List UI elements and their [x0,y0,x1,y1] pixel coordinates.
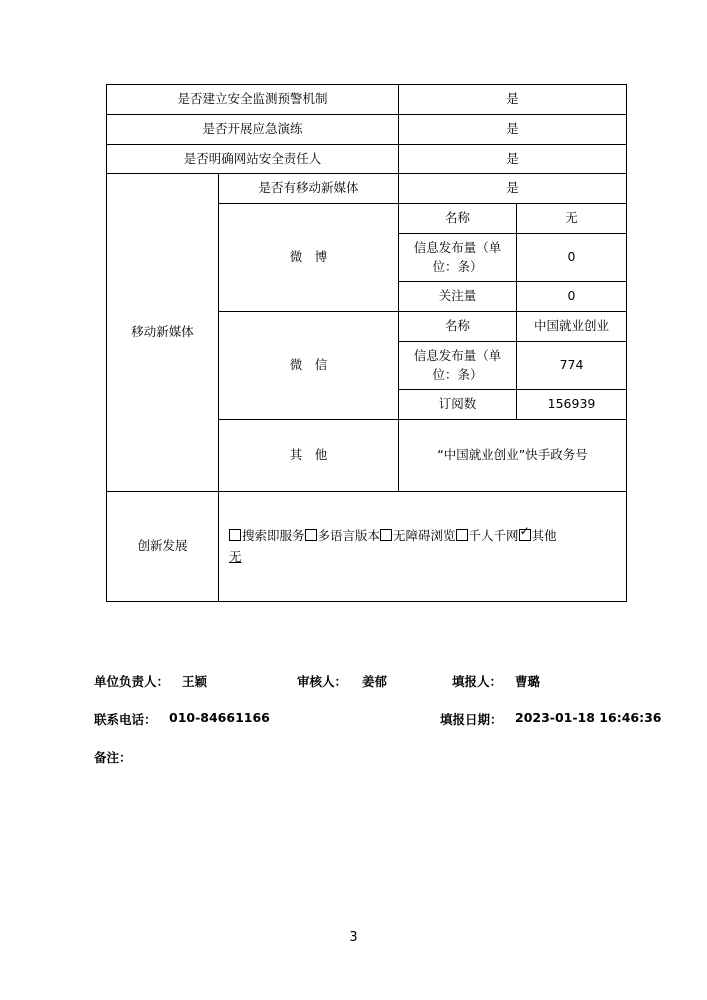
innovation-option-label: 多语言版本 [317,527,381,543]
weixin-name-label: 名称 [399,312,517,342]
reviewer-value: 姜郁 [362,674,388,689]
weibo-followers-label: 关注量 [399,282,517,312]
table-row [107,114,627,144]
innovation-option-2[interactable] [380,528,456,543]
date-value: 2023-01-18 16:46:36 [515,710,662,725]
innovation-option-label: 搜索即服务 [242,527,305,543]
report-table [106,84,627,602]
innovation-label: 创新发展 [107,492,219,602]
checkbox-icon[interactable] [305,529,317,541]
innovation-option-4[interactable] [519,528,557,543]
innovation-option-3[interactable] [456,528,519,543]
other-media-value: “中国就业创业”快手政务号 [399,420,627,492]
page-number: 3 [349,930,358,945]
has-mobile-media-label: 是否有移动新媒体 [219,174,399,204]
security-owner-value: 是 [399,144,627,174]
safety-monitor-label: 是否建立安全监测预警机制 [107,85,399,115]
footer-row-2 [0,710,707,748]
weixin-label: 微 信 [219,312,399,420]
weibo-posts-label: 信息发布量（单位：条） [399,233,517,282]
table-row [107,85,627,115]
filler-value: 曹璐 [515,674,541,689]
weibo-name-label: 名称 [399,204,517,234]
table-row [107,144,627,174]
innovation-other-text: 无 [229,548,242,564]
weibo-posts-value: 0 [517,233,627,282]
checkbox-checked-icon[interactable] [519,529,531,541]
weibo-label: 微 博 [219,204,399,312]
filler-label: 填报人： [452,674,503,689]
innovation-option-0[interactable] [229,528,305,543]
reviewer-label: 审核人： [297,674,348,689]
innovation-options-cell [219,492,627,602]
weixin-posts-label: 信息发布量（单位：条） [399,341,517,390]
has-mobile-media-value: 是 [399,174,627,204]
table-row [107,174,627,204]
phone-label: 联系电话： [94,712,157,727]
weibo-name-value: 无 [517,204,627,234]
unit-head-label: 单位负责人： [94,674,170,689]
innovation-option-label: 其他 [531,527,557,543]
mobile-media-section-label: 移动新媒体 [107,174,219,492]
checkbox-icon[interactable] [456,529,468,541]
footer-row-3 [0,748,707,786]
footer-signatures [0,672,707,786]
other-media-label: 其 他 [219,420,399,492]
weixin-name-value: 中国就业创业 [517,312,627,342]
weixin-subs-label: 订阅数 [399,390,517,420]
innovation-option-label: 千人千网 [468,527,519,543]
date-label: 填报日期： [440,712,503,727]
innovation-option-label: 无障碍浏览 [393,527,456,543]
weixin-subs-value: 156939 [517,390,627,420]
phone-value: 010-84661166 [169,710,270,725]
checkbox-icon[interactable] [229,529,241,541]
weibo-followers-value: 0 [517,282,627,312]
emergency-drill-value: 是 [399,114,627,144]
weixin-posts-value: 774 [517,341,627,390]
emergency-drill-label: 是否开展应急演练 [107,114,399,144]
footer-row-1 [0,672,707,710]
remark-label: 备注： [94,750,132,765]
innovation-option-1[interactable] [305,528,381,543]
unit-head-value: 王颖 [182,674,208,689]
table-row [107,492,627,602]
safety-monitor-value: 是 [399,85,627,115]
security-owner-label: 是否明确网站安全责任人 [107,144,399,174]
checkbox-icon[interactable] [380,529,392,541]
